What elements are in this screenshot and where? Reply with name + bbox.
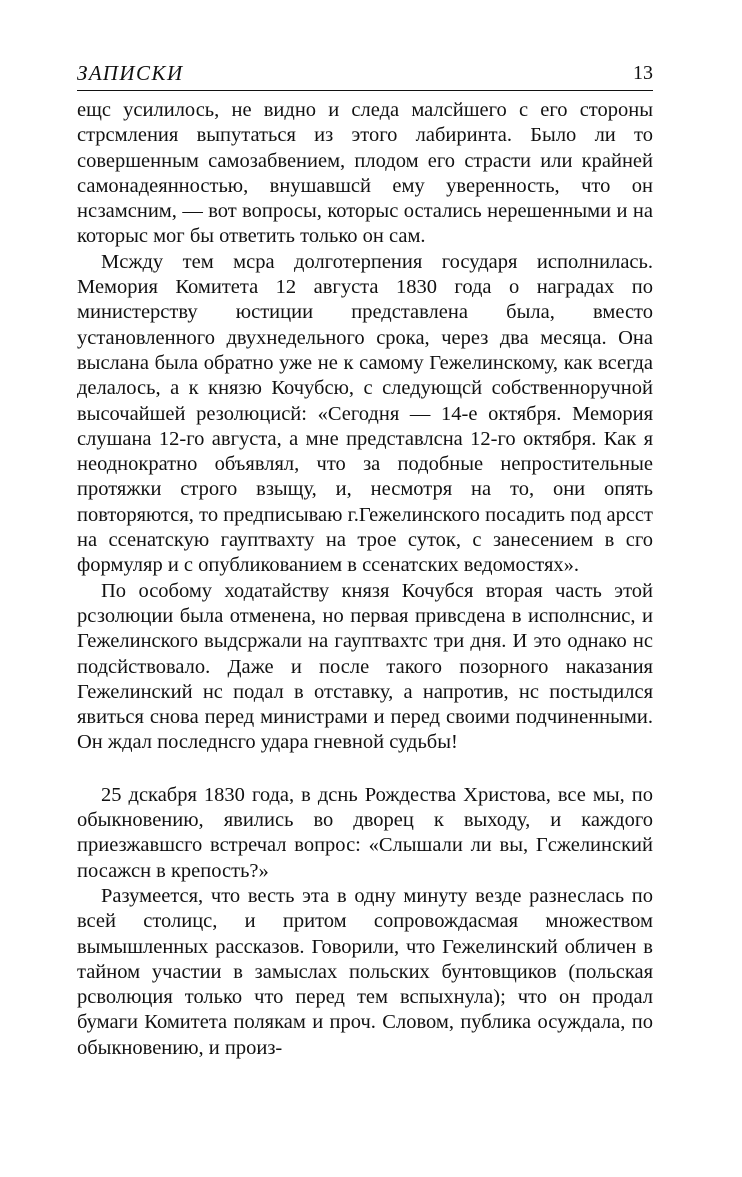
running-title: ЗАПИСКИ bbox=[77, 61, 184, 85]
page-number: 13 bbox=[633, 62, 653, 84]
paragraph: По особому ходатайству князя Кочубся вторая часть этой рсзолюции была отменена, но первая привсдена в исполнснис, и Гежелинского выдсржали на гауптвахтс три дня. И это однако нс подсйствовало. Даже и после такого позорного наказания Гежелинский нс подал в отставку, а напротив, нс постыдился явиться снова перед министрами и перед своими подчиненными. Он ждал последнсго удара гневной судьбы! bbox=[77, 579, 653, 754]
paragraph: Разумеется, что весть эта в одну минуту везде разнеслась по всей столицс, и притом сопровождасмая множеством вымышленных рассказов. Говорили, что Гежелинский обличен в тайном участии в замыслах польских бунтовщиков (польская рсволюция только что перед тем вспыхнула); что он продал бумаги Комитета полякам и проч. Словом, публика осуждала, по обыкновению, и произ- bbox=[77, 884, 653, 1059]
book-page bbox=[77, 60, 653, 1061]
body-text bbox=[77, 98, 653, 1061]
paragraph: 25 дскабря 1830 года, в дснь Рождества Христова, все мы, по обыкновению, явились во дворец к выходу, и каждого приезжавшсго встречал вопрос: «Слышали ли вы, Гсжелинский посажсн в крепость?» bbox=[77, 783, 653, 882]
running-header bbox=[77, 60, 653, 91]
paragraph: Мсжду тем мсра долготерпения государя исполнилась. Мемория Комитета 12 августа 1830 года о наградах по министерству юстиции представлена была, вместо установленного двухнедельного срока, через два месяца. Она выслана была обратно уже не к самому Гежелинскому, как всегда делалось, а к князю Кочубсю, с следующсй собственноручной высочайшей резолюцисй: «Сегодня — 14-е октября. Мемория слушана 12-го августа, а мне представлсна 12-го октября. Как я неоднократно объявлял, что за подобные непростительные протяжки строго взыщу, и, несмотря на то, они опять повторяются, то предписываю г.Гежелинского посадить под арсст на ссенатскую гауптвахту на трое суток, с занесением в сго формуляр и с опубликованием в ссенатских ведомостях». bbox=[77, 250, 653, 577]
paragraph-continuation: ещс усилилось, не видно и следа малсйшего с его стороны стрсмления выпутаться из этого лабиринта. Было ли то совершенным самозабвением, плодом его страсти или крайней самонадеянностью, внушавшсй ему уверенность, что он нсзамсним, — вот вопросы, которыс остались нерешенными и на которыс мог бы ответить только он сам. bbox=[77, 99, 653, 248]
